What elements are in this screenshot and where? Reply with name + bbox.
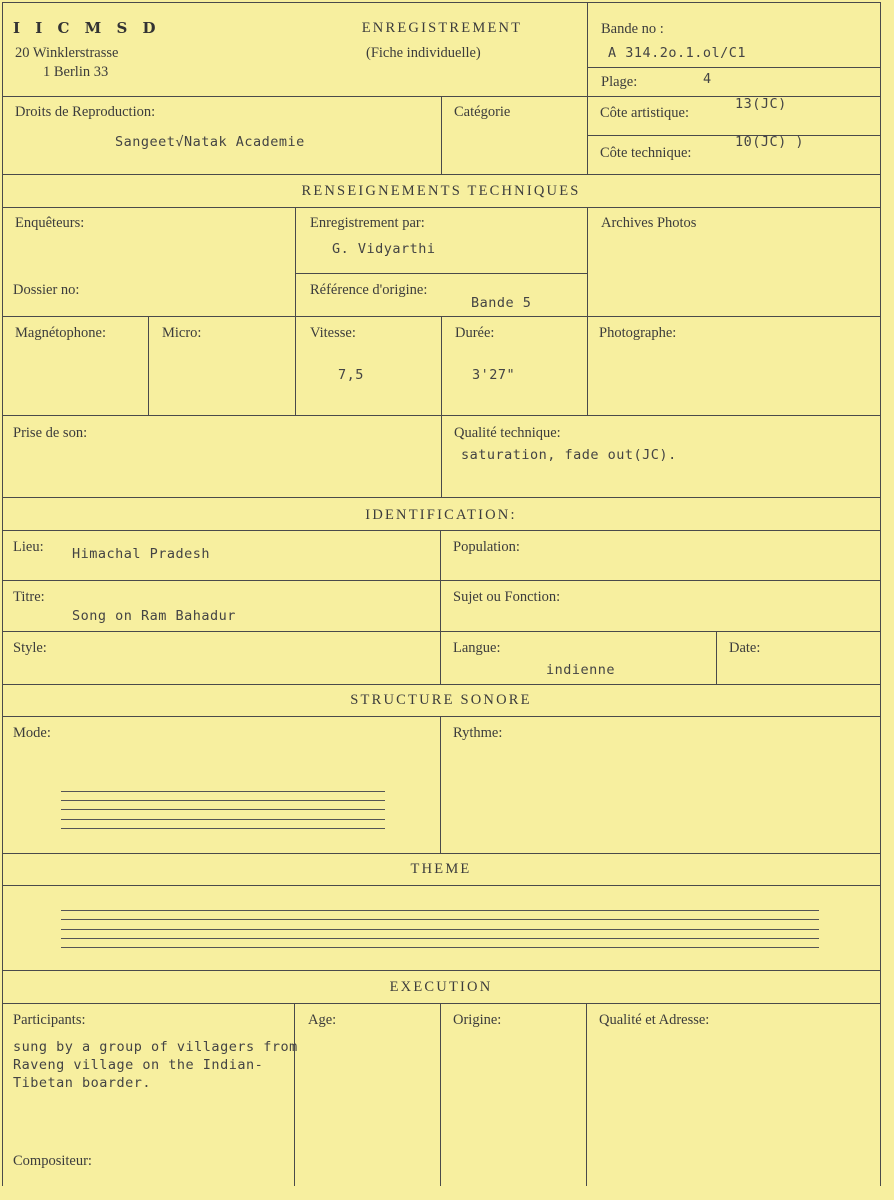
vline-exec-1	[294, 1003, 295, 1186]
divider-lieu	[2, 580, 881, 581]
section-title-structure: STRUCTURE SONORE	[350, 692, 532, 708]
theme-staff-line	[61, 938, 819, 939]
vline-header-right	[587, 2, 588, 174]
border-top	[2, 2, 881, 3]
titre-value: Song on Ram Bahadur	[72, 608, 236, 624]
institution-logo: I I C M S D	[13, 19, 161, 37]
vline-exec-2	[440, 1003, 441, 1186]
form-subtitle: (Fiche individuelle)	[366, 45, 481, 61]
mode-staff-line	[61, 800, 385, 801]
divider-cote	[587, 135, 881, 136]
section-title-identification: IDENTIFICATION:	[365, 507, 517, 523]
bande-value: A 314.2o.1.ol/C1	[608, 45, 747, 61]
cote-technique-value: 10(JC) )	[735, 134, 805, 150]
divider-ident-title	[2, 530, 881, 531]
vline-tech-1	[295, 207, 296, 415]
theme-staff-line	[61, 919, 819, 920]
reference-label: Référence d'origine:	[310, 282, 428, 298]
divider-enregistrement	[295, 273, 587, 274]
population-label: Population:	[453, 539, 520, 555]
reference-value: Bande 5	[471, 295, 532, 311]
vline-date	[716, 631, 717, 684]
magnetophone-label: Magnétophone:	[15, 325, 107, 341]
address-line-2: 1 Berlin 33	[43, 64, 109, 80]
droits-value: Sangeet√Natak Academie	[115, 134, 305, 150]
divider-plage	[587, 67, 881, 68]
titre-label: Titre:	[13, 589, 45, 605]
qualite-adresse-label: Qualité et Adresse:	[599, 1012, 710, 1028]
participants-line-2: Raveng village on the Indian-	[13, 1057, 264, 1073]
divider-prise	[2, 497, 881, 498]
participants-line-1: sung by a group of villagers from	[13, 1039, 298, 1055]
vline-exec-3	[586, 1003, 587, 1186]
divider-exec-title	[2, 1003, 881, 1004]
duree-label: Durée:	[455, 325, 495, 341]
cote-artistique-value: 13(JC)	[735, 96, 787, 112]
bande-label: Bande no :	[601, 21, 664, 37]
vline-ident	[440, 530, 441, 684]
participants-line-3: Tibetan boarder.	[13, 1075, 152, 1091]
style-label: Style:	[13, 640, 47, 656]
mode-staff-line	[61, 809, 385, 810]
enregistrement-par-value: G. Vidyarthi	[332, 241, 436, 257]
cote-artistique-label: Côte artistique:	[600, 105, 689, 121]
lieu-value: Himachal Pradesh	[72, 546, 211, 562]
vline-micro	[148, 316, 149, 415]
langue-label: Langue:	[453, 640, 501, 656]
section-title-theme: THEME	[410, 861, 472, 877]
compositeur-label: Compositeur:	[13, 1153, 92, 1169]
vline-tech-2	[587, 207, 588, 415]
divider-titre	[2, 631, 881, 632]
divider-theme-title	[2, 885, 881, 886]
enqueteurs-label: Enquêteurs:	[15, 215, 85, 231]
divider-style	[2, 684, 881, 685]
divider-structure-title	[2, 716, 881, 717]
mode-label: Mode:	[13, 725, 51, 741]
rythme-label: Rythme:	[453, 725, 503, 741]
section-title-execution: EXECUTION	[389, 979, 493, 995]
border-left	[2, 2, 3, 1186]
duree-value: 3'27"	[472, 367, 516, 383]
archives-photos-label: Archives Photos	[601, 215, 697, 231]
prise-de-son-label: Prise de son:	[13, 425, 88, 441]
divider-tech-title	[2, 207, 881, 208]
enregistrement-par-label: Enregistrement par:	[310, 215, 425, 231]
lieu-label: Lieu:	[13, 539, 44, 555]
sujet-label: Sujet ou Fonction:	[453, 589, 561, 605]
qualite-technique-label: Qualité technique:	[454, 425, 561, 441]
dossier-label: Dossier no:	[13, 282, 80, 298]
date-label: Date:	[729, 640, 761, 656]
qualite-technique-value: saturation, fade out(JC).	[461, 447, 677, 463]
vitesse-label: Vitesse:	[310, 325, 356, 341]
theme-staff-line	[61, 947, 819, 948]
mode-staff-line	[61, 819, 385, 820]
categorie-label: Catégorie	[454, 104, 511, 120]
theme-staff-line	[61, 929, 819, 930]
divider-rights	[2, 174, 881, 175]
theme-staff-line	[61, 910, 819, 911]
mode-staff-line	[61, 828, 385, 829]
vline-mode	[440, 716, 441, 853]
origine-label: Origine:	[453, 1012, 502, 1028]
section-title-technical: RENSEIGNEMENTS TECHNIQUES	[301, 183, 581, 199]
langue-value: indienne	[546, 662, 616, 678]
vline-duree	[441, 316, 442, 497]
micro-label: Micro:	[162, 325, 202, 341]
plage-label: Plage:	[601, 74, 638, 90]
participants-label: Participants:	[13, 1012, 86, 1028]
vline-categorie	[441, 96, 442, 174]
divider-theme	[2, 970, 881, 971]
cote-technique-label: Côte technique:	[600, 145, 692, 161]
address-line-1: 20 Winklerstrasse	[15, 45, 119, 61]
border-right	[880, 2, 881, 1186]
form-title: ENREGISTREMENT	[361, 20, 523, 36]
mode-staff-line	[61, 791, 385, 792]
age-label: Age:	[308, 1012, 337, 1028]
divider-mode	[2, 853, 881, 854]
droits-label: Droits de Reproduction:	[15, 104, 156, 120]
plage-value: 4	[703, 71, 712, 87]
photographe-label: Photographe:	[599, 325, 677, 341]
vitesse-value: 7,5	[338, 367, 364, 383]
